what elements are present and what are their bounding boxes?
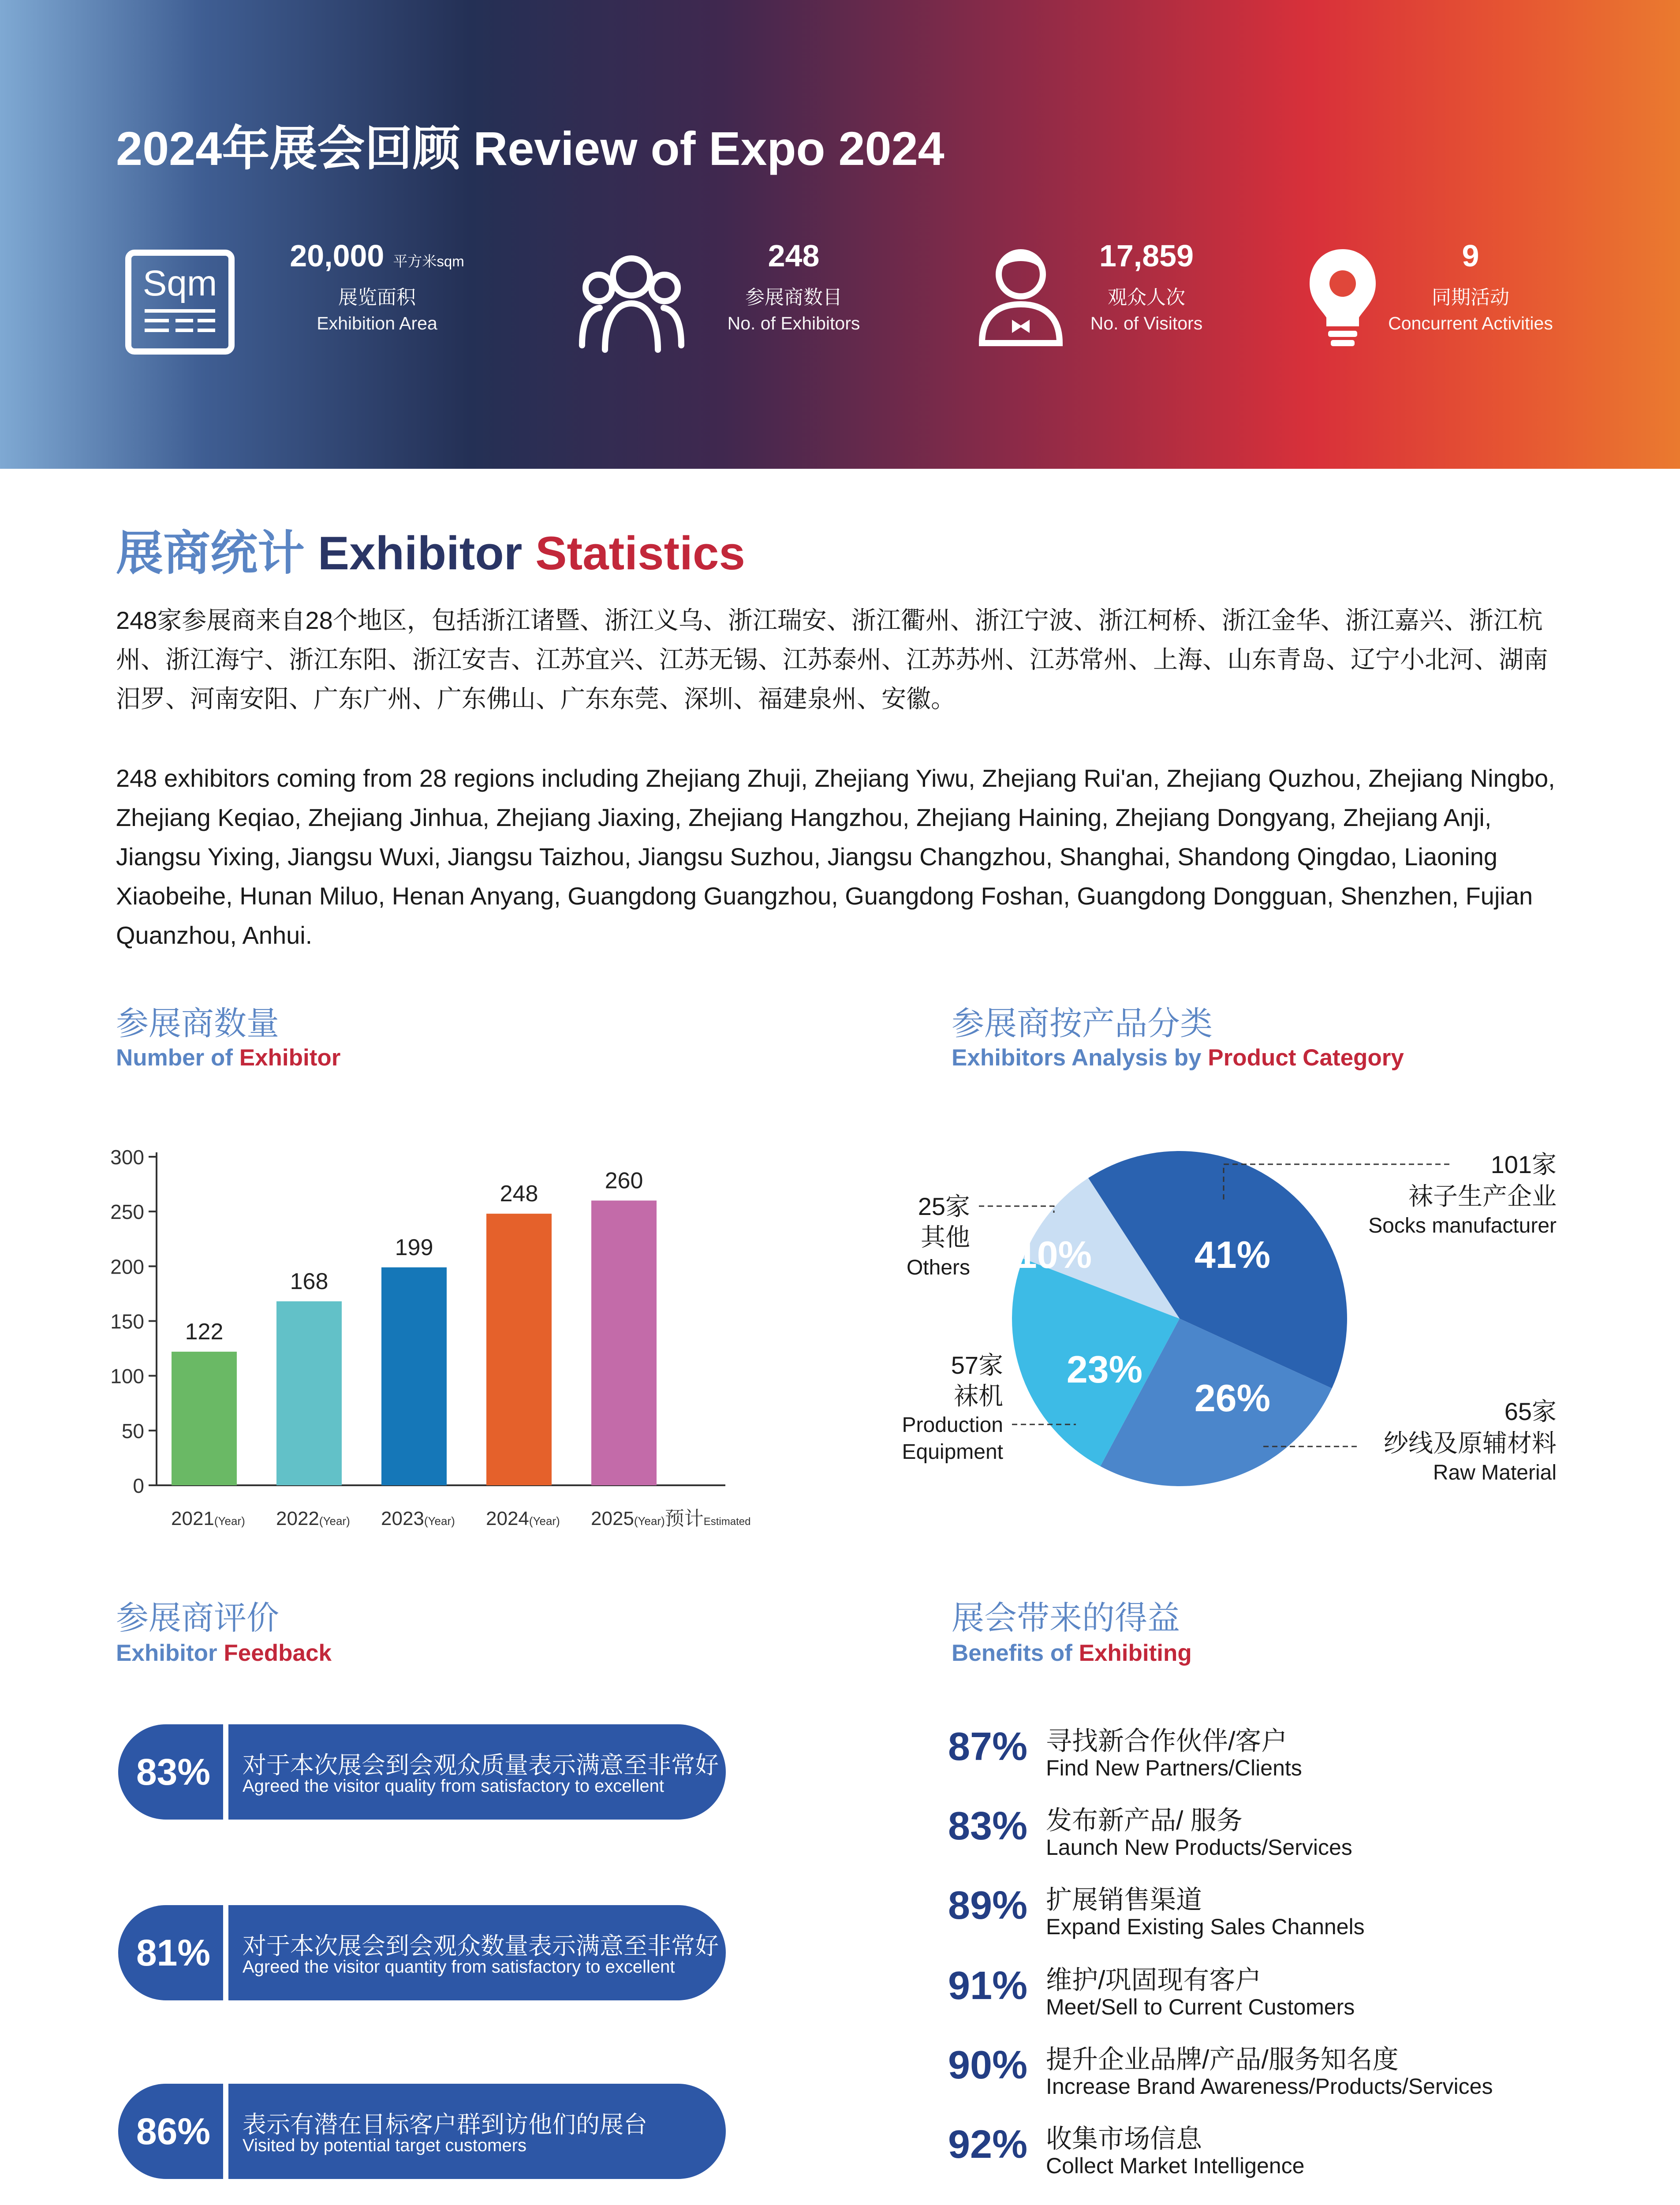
y-tick-label: 100	[110, 1364, 144, 1388]
stat-value: 9	[1462, 239, 1479, 273]
product-category-pie-chart	[860, 1129, 1609, 1517]
benefit-text-zh: 收集市场信息	[1046, 2124, 1202, 2153]
pie-percent-label: 23%	[1066, 1349, 1143, 1391]
pie-callout-label: 袜机	[954, 1382, 1003, 1410]
stat-label-zh: 同期活动	[1432, 287, 1509, 308]
benefit-percent: 90%	[948, 2043, 1028, 2087]
stat-activities	[1376, 238, 1565, 334]
pie-chart-title-en: Exhibitors Analysis by Product Category	[952, 1045, 1404, 1071]
leader-line	[979, 1206, 1054, 1213]
y-tick-label: 50	[121, 1419, 144, 1443]
benefit-text-en: Increase Brand Awareness/Products/Services	[1046, 2074, 1493, 2099]
bar-2025	[591, 1200, 657, 1485]
stat-value: 20,000	[290, 239, 385, 273]
pie-callout-label: Raw Material	[1433, 1461, 1557, 1484]
feedback-title-zh: 参展商评价	[116, 1600, 279, 1636]
page-title: 2024年展会回顾 Review of Expo 2024	[116, 122, 945, 175]
benefit-percent: 91%	[948, 1964, 1028, 2008]
x-tick-label: 2023(Year)	[381, 1508, 455, 1529]
stat-exhibition-area	[273, 238, 481, 334]
benefit-text-zh: 维护/巩固现有客户	[1046, 1966, 1262, 1995]
y-tick-label: 200	[110, 1255, 144, 1278]
pie-callout-label: Production	[902, 1413, 1003, 1437]
feedback-percent: 86%	[136, 2111, 211, 2152]
regions-paragraph-en: 248 exhibitors coming from 28 regions including Zhejiang Zhuji, Zhejiang Yiwu, Zhejiang Rui'an, Zhejiang Quzhou, Zhejiang Ningbo, Zhejiang Keqiao, Zhejiang Jinhua, Zhejiang Jiaxing, Zhejiang Hangzhou, Zhejiang Haining, Zhejiang Dongyang, Zhejiang Anji, Jiangsu Yixing, Jiangsu Wuxi, Jiangsu Taizhou, Jiangsu Suzhou, Jiangsu Changzhou, Shanghai, Shandong Qingdao, Liaoning Xiaobeihe, Hunan Miluo, Henan Anyang, Guangdong Guangzhou, Guangdong Foshan, Guangdong Dongguan, Shenzhen, Fujian Quanzhou, Anhui.	[116, 764, 1555, 949]
pie-callout-label: 袜子生产企业	[1408, 1182, 1557, 1210]
pie-percent-label: 26%	[1194, 1377, 1271, 1420]
pie-callout-label: 65家	[1504, 1398, 1557, 1425]
feedback-text-zh: 对于本次展会到会观众数量表示满意至非常好	[243, 1933, 719, 1959]
pie-callout-label: 纱线及原辅材料	[1384, 1429, 1557, 1457]
feedback-percent: 83%	[136, 1751, 211, 1793]
bar-value-label: 199	[395, 1234, 433, 1260]
stat-label-en: No. of Exhibitors	[727, 313, 860, 333]
y-tick-label: 250	[110, 1200, 144, 1224]
bar-2022	[276, 1301, 342, 1485]
bar-value-label: 248	[500, 1181, 538, 1207]
pie-callout-label: 57家	[951, 1351, 1003, 1379]
pie-callout-label: Others	[906, 1256, 970, 1279]
pill-divider	[223, 1724, 228, 1820]
lightbulb-icon	[1305, 245, 1380, 355]
pill-divider	[223, 1905, 228, 2000]
svg-text:Sqm: Sqm	[142, 263, 217, 303]
feedback-text-zh: 对于本次展会到会观众质量表示满意至非常好	[243, 1752, 719, 1779]
bar-2023	[381, 1267, 447, 1485]
feedback-text-en: Visited by potential target customers	[243, 2136, 527, 2155]
stat-label-zh: 展览面积	[338, 287, 416, 308]
stat-value: 248	[768, 239, 820, 273]
feedback-item	[118, 2084, 726, 2179]
bar-2024	[486, 1214, 552, 1485]
y-tick-label: 300	[110, 1146, 144, 1169]
stat-label-en: No. of Visitors	[1090, 313, 1203, 333]
y-tick-label: 150	[110, 1310, 144, 1333]
bar-value-label: 260	[605, 1168, 643, 1194]
bar-chart-title-zh: 参展商数量	[116, 1005, 279, 1042]
feedback-title-en: Exhibitor Feedback	[116, 1640, 332, 1666]
stat-label-zh: 观众人次	[1108, 287, 1185, 308]
bar-value-label: 122	[185, 1319, 224, 1345]
stat-visitors	[1076, 238, 1217, 334]
pill-divider	[223, 2084, 228, 2179]
exhibitor-count-bar-chart	[88, 1129, 838, 1539]
benefit-text-zh: 寻找新合作伙伴/客户	[1046, 1727, 1288, 1756]
pie-percent-label: 10%	[1015, 1234, 1092, 1276]
feedback-text-en: Agreed the visitor quality from satisfactory to excellent	[243, 1776, 664, 1796]
bar-chart-title-en: Number of Exhibitor	[116, 1045, 341, 1071]
pie-callout-label: Socks manufacturer	[1368, 1214, 1557, 1237]
benefit-text-en: Find New Partners/Clients	[1046, 1756, 1302, 1780]
feedback-text-en: Agreed the visitor quantity from satisfactory to excellent	[243, 1957, 675, 1977]
stat-label-zh: 参展商数目	[745, 287, 842, 308]
benefit-text-en: Expand Existing Sales Channels	[1046, 1914, 1365, 1939]
benefit-percent: 92%	[948, 2123, 1028, 2167]
stat-exhibitors	[706, 238, 882, 334]
benefits-title-en: Benefits of Exhibiting	[952, 1640, 1192, 1666]
section-title-exhibitor-statistics: 展商统计 Exhibitor Statistics	[116, 527, 745, 579]
benefit-text-en: Collect Market Intelligence	[1046, 2153, 1305, 2178]
x-tick-label: 2024(Year)	[486, 1508, 560, 1529]
stat-value: 17,859	[1099, 239, 1194, 273]
pie-callout-label: 25家	[918, 1192, 970, 1220]
benefit-text-zh: 扩展销售渠道	[1046, 1885, 1202, 1914]
visitor-icon	[977, 247, 1065, 346]
benefit-text-en: Meet/Sell to Current Customers	[1046, 1995, 1355, 2019]
benefit-text-zh: 发布新产品/ 服务	[1046, 1806, 1243, 1835]
benefit-percent: 87%	[948, 1725, 1028, 1769]
sqm-icon	[125, 249, 235, 355]
x-tick-label: 2025(Year)预计Estimated	[591, 1508, 751, 1529]
people-group-icon	[573, 250, 690, 354]
y-tick-label: 0	[133, 1474, 144, 1497]
bar-2021	[172, 1352, 237, 1485]
feedback-percent: 81%	[136, 1932, 211, 1973]
hero-banner	[0, 0, 1680, 469]
stat-label-en: Exhibition Area	[317, 313, 437, 333]
pie-chart-title-zh: 参展商按产品分类	[952, 1005, 1213, 1042]
pie-callout-label: 其他	[921, 1223, 970, 1251]
stat-label-en: Concurrent Activities	[1388, 313, 1553, 333]
x-tick-label: 2022(Year)	[276, 1508, 350, 1529]
x-tick-label: 2021(Year)	[171, 1508, 245, 1529]
feedback-item	[118, 1905, 726, 2000]
pie-callout-label: 101家	[1490, 1151, 1557, 1178]
bar-value-label: 168	[290, 1268, 329, 1294]
benefit-percent: 89%	[948, 1884, 1028, 1928]
pie-percent-label: 41%	[1194, 1234, 1271, 1276]
regions-paragraph-zh: 248家参展商来自28个地区，包括浙江诸暨、浙江义乌、浙江瑞安、浙江衢州、浙江宁波、浙江柯桥、浙江金华、浙江嘉兴、浙江杭州、浙江海宁、浙江东阳、浙江安吉、江苏宜兴、江苏无锡、江苏泰州、江苏苏州、江苏常州、上海、山东青岛、辽宁小北河、湖南汨罗、河南安阳、广东广州、广东佛山、广东东莞、深圳、福建泉州、安徽。	[116, 606, 1548, 713]
stat-unit: 平方米sqm	[393, 253, 464, 269]
feedback-text-zh: 表示有潜在目标客户群到访他们的展台	[243, 2112, 647, 2138]
benefit-percent: 83%	[948, 1804, 1028, 1848]
benefit-text-zh: 提升企业品牌/产品/服务知名度	[1046, 2045, 1399, 2074]
feedback-item	[118, 1724, 726, 1820]
pie-callout-label: Equipment	[902, 1440, 1003, 1464]
benefits-title-zh: 展会带来的得益	[952, 1600, 1180, 1636]
benefit-text-en: Launch New Products/Services	[1046, 1835, 1352, 1860]
